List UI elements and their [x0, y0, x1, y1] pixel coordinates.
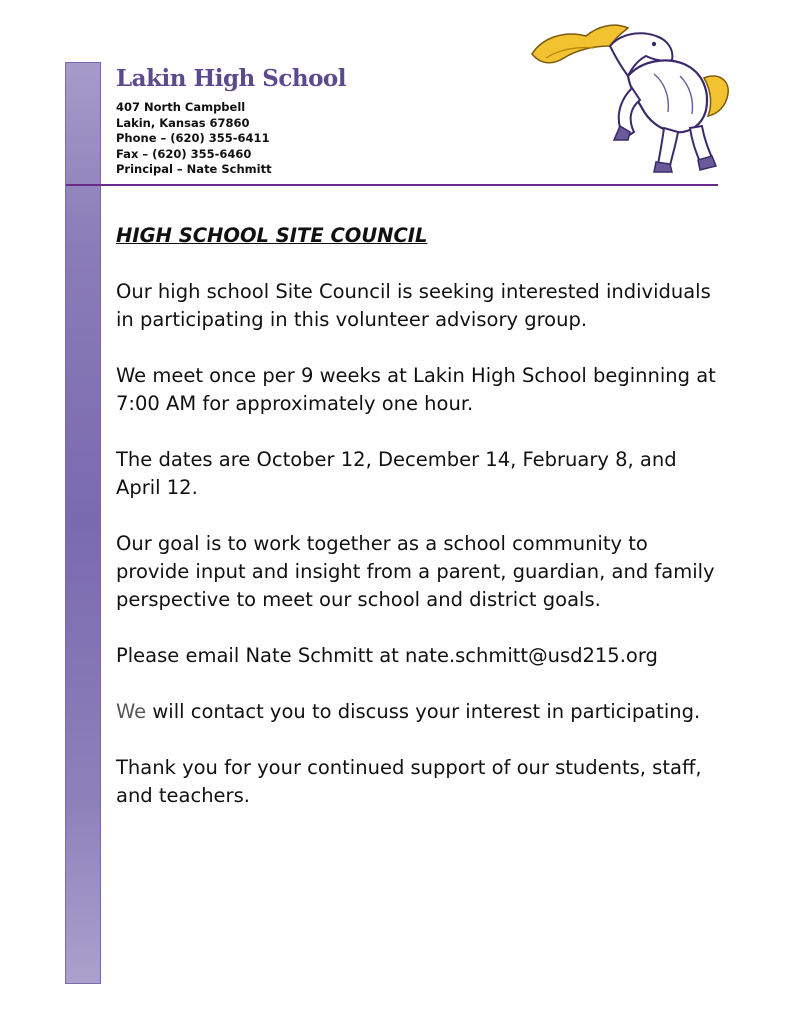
contact-we: We	[116, 700, 147, 723]
paragraph-goal: Our goal is to work together as a school community to provide input and insight from a parent, guardian, and family perspective to meet our school and district goals.	[116, 532, 715, 611]
paragraph-meeting-schedule: We meet once per 9 weeks at Lakin High School beginning at 7:00 AM for approximately one hour.	[116, 364, 716, 415]
letterhead	[116, 64, 346, 178]
paragraph-thanks: Thank you for your continued support of our students, staff, and teachers.	[116, 756, 702, 807]
fax-line: Fax – (620) 355-6460	[116, 146, 252, 161]
bronco-mascot-icon	[524, 16, 736, 176]
header-divider	[66, 184, 718, 186]
phone-line: Phone – (620) 355-6411	[116, 131, 270, 145]
decorative-side-bar	[65, 62, 101, 984]
paragraph-email: Please email Nate Schmitt at nate.schmitt@usd215.org	[116, 644, 658, 667]
address-line-1: 407 North Campbell	[116, 100, 246, 114]
address-line-2: Lakin, Kansas 67860	[116, 115, 250, 130]
paragraph-dates: The dates are October 12, December 14, February 8, and April 12.	[116, 448, 677, 499]
school-name: Lakin High School	[116, 65, 347, 92]
letter-body	[116, 222, 726, 838]
principal-line: Principal – Nate Schmitt	[116, 162, 272, 176]
paragraph-intro: Our high school Site Council is seeking interested individuals in participating in this volunteer advisory group.	[116, 280, 711, 331]
page-title: HIGH SCHOOL SITE COUNCIL	[116, 224, 428, 247]
contact-rest: will contact you to discuss your interest in participating.	[146, 700, 701, 723]
paragraph-contact	[116, 698, 726, 726]
